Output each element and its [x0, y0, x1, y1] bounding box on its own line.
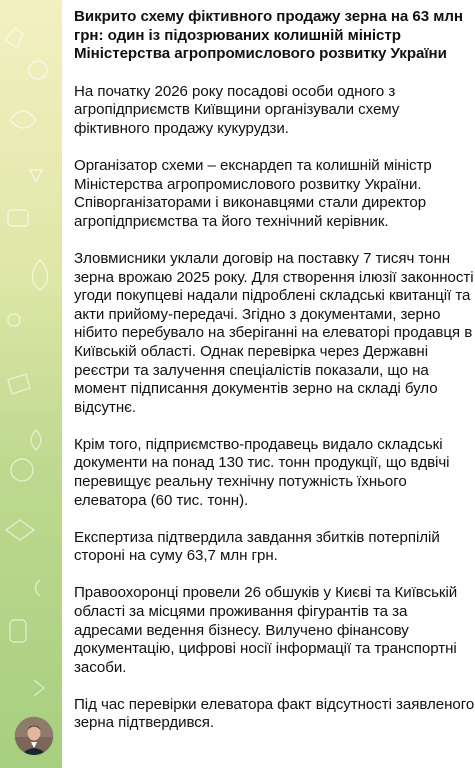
- chat-wallpaper-doodles: [0, 0, 62, 768]
- channel-post: [62, 0, 475, 768]
- post-paragraph: Крім того, підприємство-продавець видало складські документи на понад 130 тис. тонн продукції, що вдвічі перевищує реальну технічну потужність їхнього елеватора (60 тис. тонн).: [74, 435, 450, 509]
- post-paragraph: Організатор схеми – екснардеп та колишній міністр Міністерства агропромислового розвитку України. Співорганізаторами і виконавцями стали директор агропідприємства та його технічний керівник.: [74, 157, 432, 230]
- post-paragraph: На початку 2026 року посадові особи одного з агропідприємств Київщини організували схему фіктивного продажу кукурудзи.: [74, 82, 400, 137]
- post-paragraph: Під час перевірки елеватора факт відсутності заявленого зерна підтвердився.: [74, 695, 475, 732]
- post-title: Викрито схему фіктивного продажу зерна на 63 млн грн: один із підозрюваних колишній міністр Міністерства агропромислового розвитку України: [74, 8, 463, 63]
- post-paragraph: Зловмисники уклали договір на поставку 7 тисяч тонн зерна врожаю 2025 року. Для створення ілюзії законності угоди покупцеві надали підроблені складські квитанції та акти прийому-передачі. Згідно з документами, зерно нібито перебувало на зберіганні на елеваторі продавця в Київській області. Однак перевірка через Державні реєстри та залучення спеціалістів показали, що на момент підписання документів зерно на складі було відсутнє.: [74, 249, 474, 416]
- person-avatar-icon[interactable]: [15, 717, 53, 755]
- person-avatar-icon-graphic: [15, 717, 53, 755]
- post-paragraph: Правоохоронці провели 26 обшуків у Києві та Київській області за місцями проживання фігурантів та за адресами ведення бізнесу. Вилучено фінансову документацію, цифрові носії інформації та транспортні засоби.: [74, 584, 458, 676]
- post-paragraph: Експертиза підтвердила завдання збитків потерпілій стороні на суму 63,7 млн грн.: [74, 528, 440, 565]
